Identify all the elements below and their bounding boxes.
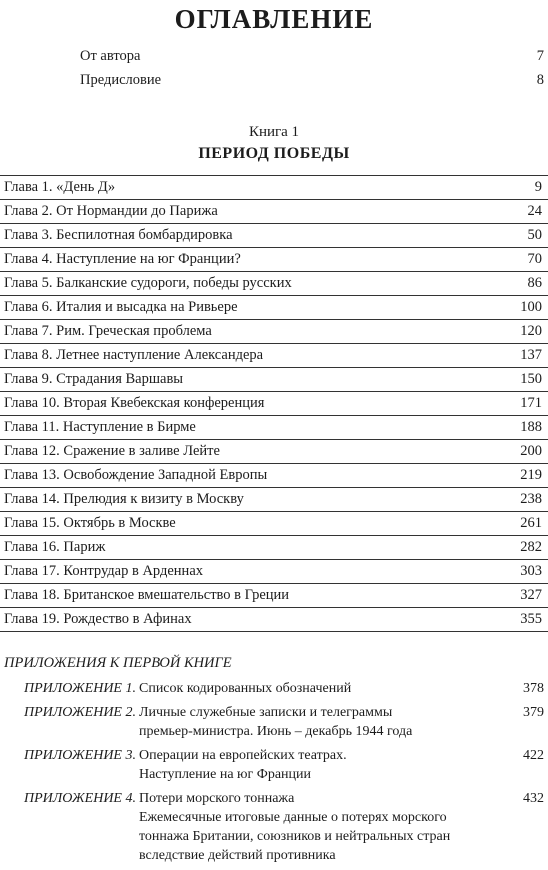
chapter-title: Глава 6. Италия и высадка на Ривьере [4,299,238,315]
chapter-row[interactable] [0,248,548,272]
chapter-row[interactable] [0,464,548,488]
appendix-row[interactable] [24,789,544,865]
chapter-page: 24 [527,203,542,219]
appendix-label: ПРИЛОЖЕНИЕ 3. [24,748,136,763]
chapter-page: 303 [520,563,542,579]
appendix-description-line: вследствие действий противника [138,848,336,863]
chapter-row[interactable] [0,224,548,248]
chapter-page: 188 [520,419,542,435]
appendix-description-line: Список кодированных обозначений [138,681,352,696]
chapter-title: Глава 10. Вторая Квебекская конференция [4,395,265,411]
chapter-title: Глава 1. «День Д» [4,179,116,195]
chapter-title: Глава 7. Рим. Греческая проблема [4,323,212,339]
appendix-label: ПРИЛОЖЕНИЕ 2. [24,705,136,720]
chapter-page: 86 [527,275,542,291]
appendix-label: ПРИЛОЖЕНИЕ 4. [24,791,136,806]
chapter-page: 219 [520,467,542,483]
appendix-page: 432 [523,791,544,806]
chapter-page: 137 [520,347,542,363]
appendix-description-line: Операции на европейских театрах. [138,748,347,763]
appendices-heading: ПРИЛОЖЕНИЯ К ПЕРВОЙ КНИГЕ [4,655,232,671]
appendix-description [136,703,504,741]
appendix-description-line: Наступление на юг Франции [138,767,311,782]
appendix-description-line: Ежемесячные итоговые данные о потерях морского [138,810,447,825]
chapter-title: Глава 18. Британское вмешательство в Греции [4,587,290,603]
toc-title: ОГЛАВЛЕНИЕ [174,4,374,34]
chapter-row[interactable] [0,200,548,224]
chapter-row[interactable] [0,176,548,200]
chapter-page: 200 [520,443,542,459]
chapter-title: Глава 14. Прелюдия к визиту в Москву [4,491,244,507]
appendix-description [136,746,504,784]
appendix-page: 379 [523,705,544,720]
appendix-page: 378 [523,681,544,696]
chapter-title: Глава 4. Наступление на юг Франции? [4,251,241,267]
chapter-row[interactable] [0,512,548,536]
chapter-title: Глава 11. Наступление в Бирме [4,419,196,435]
front-matter-label: Предисловие [80,72,162,88]
chapter-row[interactable] [0,416,548,440]
chapter-title: Глава 8. Летнее наступление Александера [4,347,264,363]
chapter-title: Глава 12. Сражение в заливе Лейте [4,443,220,459]
chapter-row[interactable] [0,320,548,344]
chapter-title: Глава 2. От Нормандии до Парижа [4,203,218,219]
chapter-row[interactable] [0,560,548,584]
appendix-description-line: Потери морского тоннажа [138,791,295,806]
chapter-page: 171 [520,395,542,411]
appendix-description-line: премьер-министра. Июнь – декабрь 1944 года [138,724,413,739]
chapter-row[interactable] [0,392,548,416]
appendix-description [136,789,504,865]
appendix-row[interactable] [24,746,544,784]
chapter-page: 150 [520,371,542,387]
front-matter-row[interactable] [80,44,544,68]
chapter-title: Глава 13. Освобождение Западной Европы [4,467,268,483]
appendix-list [24,679,544,870]
front-matter-page: 7 [536,48,544,64]
chapter-page: 261 [520,515,542,531]
front-matter-row[interactable] [80,68,544,92]
chapter-page: 70 [527,251,542,267]
chapter-row[interactable] [0,584,548,608]
chapter-title: Глава 16. Париж [4,539,106,555]
chapter-page: 120 [520,323,542,339]
appendix-page: 422 [523,748,544,763]
chapter-title: Глава 19. Рождество в Афинах [4,611,192,627]
appendix-description-line: Личные служебные записки и телеграммы [138,705,393,720]
chapter-page: 238 [520,491,542,507]
chapter-page: 9 [534,179,542,195]
front-matter-page: 8 [536,72,544,88]
chapter-page: 355 [520,611,542,627]
chapter-page: 50 [527,227,542,243]
chapter-title: Глава 9. Страдания Варшавы [4,371,184,387]
chapter-page: 327 [520,587,542,603]
chapter-row[interactable] [0,272,548,296]
chapter-row[interactable] [0,608,548,632]
chapter-row[interactable] [0,368,548,392]
chapter-list [0,175,548,632]
appendix-row[interactable] [24,703,544,741]
book-label: Книга 1 [248,124,300,140]
chapter-page: 100 [520,299,542,315]
chapter-row[interactable] [0,296,548,320]
front-matter-label: От автора [80,48,141,64]
appendix-description [136,679,504,698]
book-title: ПЕРИОД ПОБЕДЫ [198,145,350,162]
chapter-page: 282 [520,539,542,555]
appendix-description-line: тоннажа Британии, союзников и нейтральных стран [138,829,451,844]
chapter-row[interactable] [0,440,548,464]
chapter-row[interactable] [0,488,548,512]
appendix-label: ПРИЛОЖЕНИЕ 1. [24,681,136,696]
chapter-title: Глава 3. Беспилотная бомбардировка [4,227,233,243]
chapter-row[interactable] [0,344,548,368]
chapter-row[interactable] [0,536,548,560]
chapter-title: Глава 17. Контрудар в Арденнах [4,563,204,579]
chapter-title: Глава 5. Балканские судороги, победы русских [4,275,292,291]
appendix-row[interactable] [24,679,544,698]
chapter-title: Глава 15. Октябрь в Москве [4,515,176,531]
